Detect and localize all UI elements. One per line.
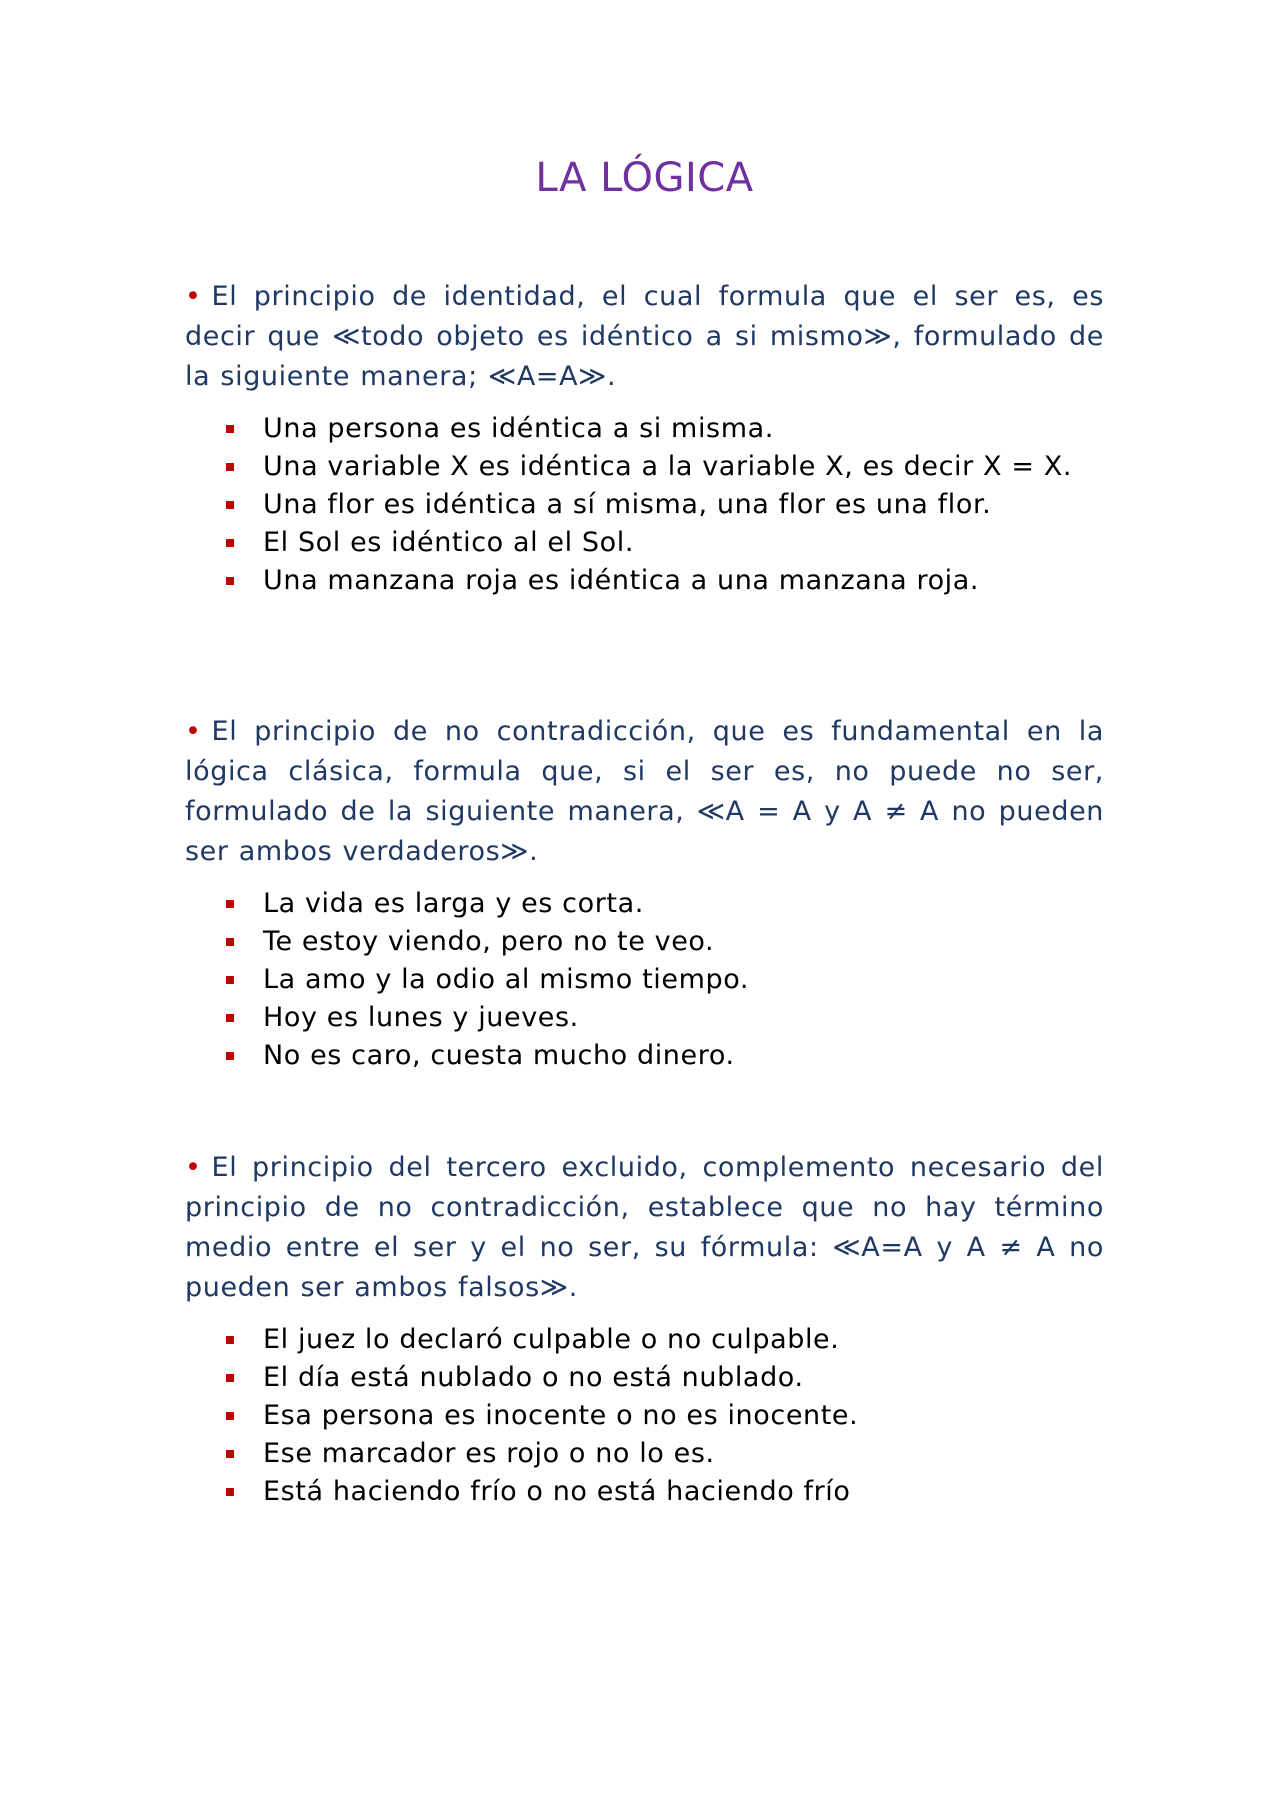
list-item	[185, 524, 1104, 562]
list-item-text: Ese marcador es rojo o no lo es.	[263, 1438, 715, 1469]
square-bullet-icon	[226, 1374, 234, 1382]
list-item-text: Una variable X es idéntica a la variable X, es decir X = X.	[263, 451, 1072, 482]
list-item	[185, 961, 1104, 999]
list-item-text: El Sol es idéntico al el Sol.	[263, 527, 635, 558]
principle-paragraph	[185, 1148, 1104, 1308]
list-item-text: El juez lo declaró culpable o no culpable.	[263, 1324, 840, 1355]
square-bullet-icon	[226, 425, 234, 433]
square-bullet-icon	[226, 900, 234, 908]
list-item-text: Está haciendo frío o no está haciendo frío	[263, 1476, 851, 1507]
examples-list	[185, 885, 1104, 1075]
square-bullet-icon	[226, 1336, 234, 1344]
list-item-text: Una persona es idéntica a si misma.	[263, 413, 774, 444]
page-title: LA LÓGICA	[535, 155, 754, 201]
principle-text: El principio de identidad, el cual formula que el ser es, es decir que ≪todo objeto es idéntico a si mismo≫, formulado de la siguiente manera; ≪A=A≫.	[185, 281, 1104, 392]
section-excluded-middle	[185, 1148, 1104, 1511]
principle-paragraph	[185, 712, 1104, 872]
examples-list	[185, 1321, 1104, 1511]
section-non-contradiction	[185, 712, 1104, 1075]
list-item	[185, 1321, 1104, 1359]
list-item	[185, 885, 1104, 923]
list-item	[185, 1037, 1104, 1075]
square-bullet-icon	[226, 976, 234, 984]
list-item-text: Te estoy viendo, pero no te veo.	[263, 926, 715, 957]
list-item	[185, 999, 1104, 1037]
square-bullet-icon	[226, 501, 234, 509]
list-item-text: No es caro, cuesta mucho dinero.	[263, 1040, 735, 1071]
list-item-text: Hoy es lunes y jueves.	[263, 1002, 579, 1033]
section-identity	[185, 277, 1104, 600]
list-item	[185, 1359, 1104, 1397]
list-item-text: La vida es larga y es corta.	[263, 888, 644, 919]
square-bullet-icon	[226, 938, 234, 946]
list-item	[185, 448, 1104, 486]
bullet-dot: •	[185, 281, 202, 312]
bullet-dot: •	[185, 1152, 202, 1183]
square-bullet-icon	[226, 1488, 234, 1496]
examples-list	[185, 410, 1104, 600]
list-item	[185, 562, 1104, 600]
principle-paragraph	[185, 277, 1104, 397]
list-item-text: El día está nublado o no está nublado.	[263, 1362, 804, 1393]
principle-text: El principio de no contradicción, que es fundamental en la lógica clásica, formula que, si el ser es, no puede no ser, formulado de la siguiente manera, ≪A = A y A ≠ A no pueden ser ambos verdaderos≫.	[185, 716, 1104, 867]
list-item-text: La amo y la odio al mismo tiempo.	[263, 964, 750, 995]
list-item	[185, 1397, 1104, 1435]
square-bullet-icon	[226, 539, 234, 547]
square-bullet-icon	[226, 463, 234, 471]
list-item	[185, 1473, 1104, 1511]
square-bullet-icon	[226, 577, 234, 585]
bullet-dot: •	[185, 716, 202, 747]
list-item-text: Esa persona es inocente o no es inocente.	[263, 1400, 859, 1431]
list-item-text: Una flor es idéntica a sí misma, una flor es una flor.	[263, 489, 992, 520]
list-item	[185, 1435, 1104, 1473]
list-item	[185, 410, 1104, 448]
principle-text: El principio del tercero excluido, complemento necesario del principio de no contradicción, establece que no hay término medio entre el ser y el no ser, su fórmula: ≪A=A y A ≠ A no pueden ser ambos falsos≫.	[185, 1152, 1104, 1303]
list-item-text: Una manzana roja es idéntica a una manzana roja.	[263, 565, 980, 596]
square-bullet-icon	[226, 1014, 234, 1022]
list-item	[185, 923, 1104, 961]
square-bullet-icon	[226, 1450, 234, 1458]
square-bullet-icon	[226, 1052, 234, 1060]
list-item	[185, 486, 1104, 524]
square-bullet-icon	[226, 1412, 234, 1420]
